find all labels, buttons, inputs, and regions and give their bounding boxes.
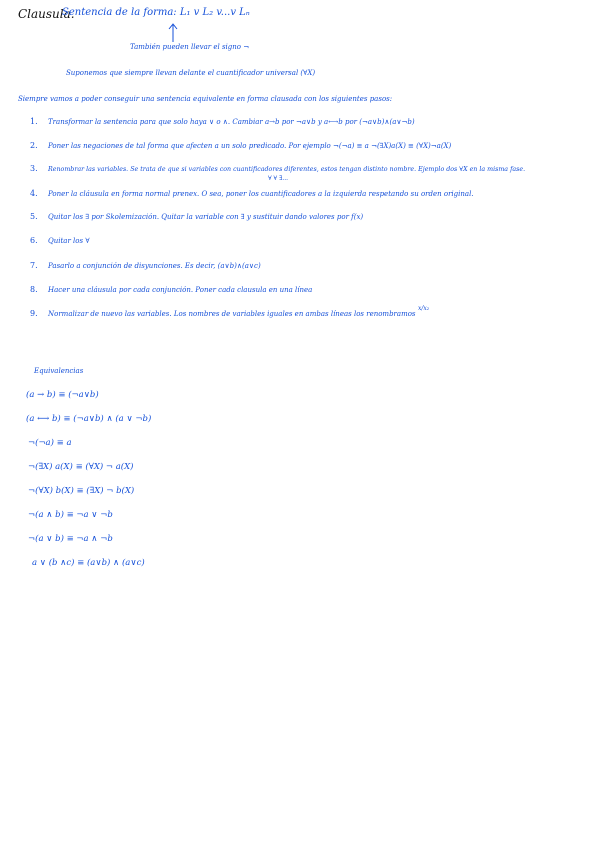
quantifier-note: Suponemos que siempre llevan delante el cuantificador universal (∀X) xyxy=(66,69,316,77)
equivalence-item: (a → b) ≡ (¬a∨b) xyxy=(26,390,99,400)
step-text: Transformar la sentencia para que solo haya ∨ o ∧. Cambiar a→b por ¬a∨b y a⟷b por (¬a∨b)∧(a∨¬b) xyxy=(48,118,415,126)
step-text: Renombrar las variables. Se trata de que si variables con cuantificadores diferentes, estos tengan distinto nombre. Ejemplo dos ∀X en la misma fase. xyxy=(48,166,526,173)
equivalence-item: ¬(a ∨ b) ≡ ¬a ∧ ¬b xyxy=(28,534,113,544)
step-item xyxy=(30,165,525,173)
step-text: Quitar los ∃ por Skolemización. Quitar la variable con ∃ y sustituir dando valores por f(x) xyxy=(48,213,364,221)
up-arrow-icon xyxy=(168,23,178,43)
step-number: 5. xyxy=(30,212,38,221)
step-number: 8. xyxy=(30,285,38,294)
step-item xyxy=(30,213,363,221)
step-number: 6. xyxy=(30,236,38,245)
step-item xyxy=(30,118,415,126)
step-item xyxy=(30,142,451,150)
step-text: Poner las negaciones de tal forma que afecten a un solo predicado. Por ejemplo ¬(¬a) ≡ a ¬(∃X)a(X) ≡ (∀X)¬a(X) xyxy=(48,142,452,150)
step-text: Quitar los ∀ xyxy=(48,237,90,245)
step-text: Pasarlo a conjunción de disyunciones. Es decir, (a∨b)∧(a∨c) xyxy=(48,262,261,270)
equivalence-item: (a ⟷ b) ≡ (¬a∨b) ∧ (a ∨ ¬b) xyxy=(26,414,152,424)
step-number: 3. xyxy=(30,164,38,173)
equivalence-item: ¬(¬a) ≡ a xyxy=(28,438,72,448)
clause-definition: Sentencia de la forma: L₁ v L₂ v...v Lₙ xyxy=(62,7,250,18)
step-item xyxy=(30,190,474,198)
step-number: 1. xyxy=(30,117,38,126)
step-number: 4. xyxy=(30,189,38,198)
step-item xyxy=(30,310,416,318)
step3-annotation: ∀ ∀ ∃... xyxy=(268,175,289,182)
equivalence-item: ¬(∃X) a(X) ≡ (∀X) ¬ a(X) xyxy=(28,462,134,472)
step9-annotation: x/x₂ xyxy=(418,305,430,312)
step-item xyxy=(30,262,261,270)
step-number: 9. xyxy=(30,309,38,318)
equivalence-item: ¬(∀X) b(X) ≡ (∃X) ¬ b(X) xyxy=(28,486,135,496)
step-item xyxy=(30,237,90,245)
step-item xyxy=(30,286,312,294)
step-number: 7. xyxy=(30,261,38,270)
step-text: Poner la cláusula en forma normal prenex. O sea, poner los cuantificadores a la izquierda respetando su orden original. xyxy=(48,190,474,198)
step-number: 2. xyxy=(30,141,38,150)
step-text: Normalizar de nuevo las variables. Los nombres de variables iguales en ambas líneas los renombramos xyxy=(48,310,416,318)
clause-title: Clausula. xyxy=(18,7,75,21)
negation-note: También pueden llevar el signo ¬ xyxy=(130,43,250,51)
equivalence-item: a ∨ (b ∧c) ≡ (a∨b) ∧ (a∨c) xyxy=(32,558,145,568)
intro-text: Siempre vamos a poder conseguir una sentencia equivalente en forma clausada con los siguientes pasos: xyxy=(18,95,393,103)
step-text: Hacer una cláusula por cada conjunción. Poner cada clausula en una línea xyxy=(48,286,313,294)
equivalence-item: ¬(a ∧ b) ≡ ¬a ∨ ¬b xyxy=(28,510,113,520)
equivalences-title: Equivalencias xyxy=(34,367,84,375)
